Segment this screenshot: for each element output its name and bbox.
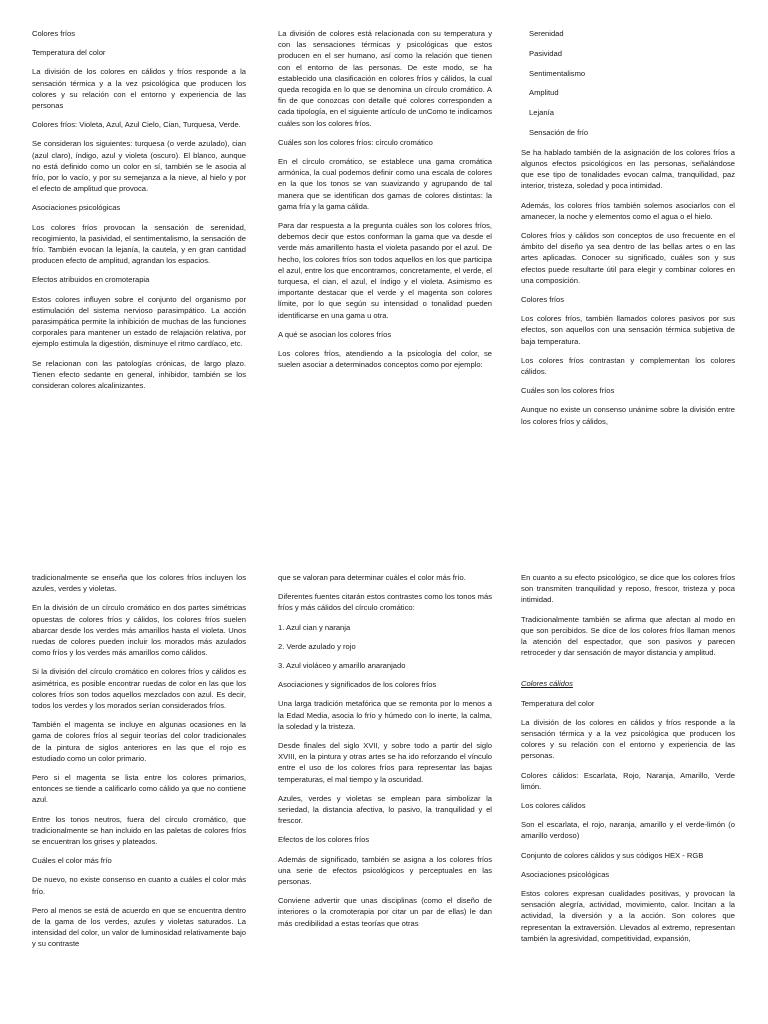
subheading: A qué se asocian los colores fríos xyxy=(278,329,392,339)
paragraph: Colores cálidos: Escarlata, Rojo, Naranja, Amarillo, Verde limón. xyxy=(521,770,735,791)
subheading: Temperatura del color xyxy=(521,698,595,708)
paragraph: La división de los colores en cálidos y fríos responde a la sensación térmica y a la vez psicológica que producen los colores y su relación con el entorno y experiencia de las personas. xyxy=(521,717,735,761)
paragraph: También el magenta se incluye en algunas ocasiones en la gama de colores fríos al seguir teorías del color tradicionales de la pintura de siglos anteriores en las que el rojo es estudiado como un color primario. xyxy=(32,720,246,763)
page-1-column-1 xyxy=(32,28,246,528)
page-1-column-3 xyxy=(521,28,735,528)
paragraph: La división de los colores en cálidos y fríos responde a la sensación térmica y a la vez psicológica que producen los colores y su relación con el entorno y experiencia de las personas xyxy=(32,67,246,111)
list-item: Serenidad xyxy=(529,29,564,38)
paragraph: Los colores fríos provocan la sensación de serenidad, recogimiento, la pasividad, el sentimentalismo, la sensación de frío. También evocan la lejanía, la cautela, y en gran cantidad producen efecto de amplitud, agrandan los espacios. xyxy=(32,222,246,266)
paragraph: Diferentes fuentes citarán estos contrastes como los tonos más fríos y más cálidos del círculo cromático: xyxy=(278,592,492,613)
paragraph: En la división de un círculo cromático en dos partes simétricas opuestas de colores fríos y cálidos, los colores fríos suelen abarcar desde los verdes más amarillos hasta el violeta. Unos ruedas de colores pueden incluir los morados más azulados como fríos y los verdes más amarillos como cálidos. xyxy=(32,603,246,658)
paragraph: Pero al menos se está de acuerdo en que se encuentra dentro de la gama de los verdes, azules y violetas saturados. La intensidad del color, un valor de luminosidad relativamente bajo y su contraste xyxy=(32,905,246,949)
paragraph: Aunque no existe un consenso unánime sobre la división entre los colores fríos y cálidos, xyxy=(521,405,735,426)
subheading: Asociaciones y significados de los colores fríos xyxy=(278,680,437,690)
paragraph: Para dar respuesta a la pregunta cuáles son los colores fríos, debemos decir que estos conforman la gama que va desde el verde más amarillento hasta el violeta pasando por el azul. De hecho, los colores fríos son todos aquellos en los que participa el azul, entre los que encontramos, concretamente, el verde, el turquesa, el cian, el azul, el índigo y el violeta. Asimismo es importante destacar que el verde y el magenta son colores límite, por lo que según su intensidad o tonalidad pueden identificarse en una gama u otra. xyxy=(278,221,492,320)
subheading: Colores fríos xyxy=(521,295,565,305)
subheading: Cuáles el color más frío xyxy=(32,856,112,866)
paragraph: Si la división del círculo cromático en colores fríos y cálidos es asimétrica, es posible encontrar ruedas de color en las que los colores fríos son todos aquellos mezclados con azul. Es decir, todos los verdes y los morados serían considerados fríos. xyxy=(32,667,246,711)
paragraph: Pero si el magenta se lista entre los colores primarios, entonces se tiende a calificarlo como cálido ya que no contiene azul. xyxy=(32,773,246,805)
list-item: 2. Verde azulado y rojo xyxy=(278,641,356,651)
page-1 xyxy=(0,28,768,528)
list-item: Sentimentalismo xyxy=(529,68,586,78)
paragraph: Son el escarlata, el rojo, naranja, amarillo y el verde-limón (o amarillo verdoso) xyxy=(521,820,735,841)
paragraph: Tradicionalmente también se afirma que afectan al modo en que son percibidos. Se dice de los colores fríos llaman menos la atención del espectador, que son pasivos y parecen retroceder y dar sensación de mayor distancia y amplitud. xyxy=(521,614,735,658)
paragraph: Los colores fríos, atendiendo a la psicología del color, se suelen asociar a determinados conceptos como por ejemplo: xyxy=(278,349,492,370)
paragraph: En cuanto a su efecto psicológico, se dice que los colores fríos son transmiten tranquilidad y reposo, frescor, tristeza y poca intimidad. xyxy=(521,573,735,605)
subheading: Efectos atribuidos en cromoterapia xyxy=(32,275,150,285)
page-1-column-2 xyxy=(278,28,492,528)
paragraph: Los colores fríos contrastan y complementan los colores cálidos. xyxy=(521,355,735,377)
paragraph: Se relacionan con las patologías crónicas, de largo plazo. Tienen efecto sedante en general, inhibidor, también se los consideran colores alcalinizantes. xyxy=(32,358,246,391)
paragraph: Conviene advertir que unas disciplinas (como el diseño de interiores o la cromoterapia por citar un par de ellas) le dan más credibilidad a estas teorías que otras xyxy=(278,896,492,928)
paragraph: La división de colores está relacionada con su temperatura y con las sensaciones térmicas y psicológicas que estos producen en el ser humano, así como la relación que tienen con el entorno de las personas. De este modo, se ha establecido una clasificación en colores fríos y cálidos, la cual queda recogida en lo que se denomina un círculo cromático. A fin de que conozcas con detalle qué colores corresponden a cada tipología, en el siguiente artículo de unComo te indicamos cuáles son los colores fríos. xyxy=(278,29,492,128)
list-item: Amplitud xyxy=(529,88,559,98)
subheading: Temperatura del color xyxy=(32,48,106,58)
paragraph: Colores fríos: Violeta, Azul, Azul Cielo, Cian, Turquesa, Verde. xyxy=(32,120,241,130)
paragraph: Entre los tonos neutros, fuera del círculo cromático, que tradicionalmente se han incluido en las paletas de colores fríos se encuentran los grises y plateados. xyxy=(32,814,246,847)
paragraph: De nuevo, no existe consenso en cuanto a cuáles el color más frío. xyxy=(32,875,246,896)
subheading: Asociaciones psicológicas xyxy=(521,869,610,879)
list-item: 1. Azul cian y naranja xyxy=(278,622,351,632)
paragraph: Se consideran los siguientes: turquesa (o verde azulado), cian (azul claro), índigo, azul y violeta (oscuro). El blanco, aunque no está definido como un color en sí, también se le asocia al frío, por lo vacío, y por su semejanza a la nieve, al hielo y por el efecto de amplitud que provoca. xyxy=(32,139,246,194)
paragraph: que se valoran para determinar cuáles el color más frío. xyxy=(278,573,466,582)
page-2-column-1 xyxy=(32,572,246,1024)
paragraph: En el círculo cromático, se establece una gama cromática armónica, la cual podemos definir como una escala de colores en la que los tonos se van suavizando y agrupando de tal manera que se identifican dos gamas de colores distintas: la gama fría y la gama cálida. xyxy=(278,157,492,211)
subheading: Asociaciones psicológicas xyxy=(32,203,121,213)
subheading: Cuáles son los colores fríos: círculo cromático xyxy=(278,137,433,147)
paragraph: Desde finales del siglo XVII, y sobre todo a partir del siglo XVIII, en la pintura y otras artes se ha ido reforzando el vínculo entre el uso de los colores fríos para representar las bajas temperaturas, el mal tiempo y la oscuridad. xyxy=(278,741,492,784)
page-2-column-2 xyxy=(278,572,492,1024)
list-item: 3. Azul violáceo y amarillo anaranjado xyxy=(278,661,406,671)
paragraph: Además de significado, también se asigna a los colores fríos una serie de efectos psicológicos y perceptuales en las personas. xyxy=(278,854,492,887)
subheading: Los colores cálidos xyxy=(521,801,586,811)
paragraph: Una larga tradición metafórica que se remonta por lo menos a la Edad Media, asocia lo frío y húmedo con lo inerte, la calma, la soledad y la tristeza. xyxy=(278,699,492,731)
paragraph: Azules, verdes y violetas se emplean para simbolizar la seriedad, la distancia afectiva, lo pasivo, la tranquilidad y el frescor. xyxy=(278,793,492,826)
paragraph: Colores fríos y cálidos son conceptos de uso frecuente en el ámbito del diseño ya sea dentro de las bellas artes o en las artes aplicadas. Conocer su significado, cuáles son y sus efectos puede resultarte útil para elegir y combinar colores en una composición. xyxy=(521,231,735,285)
paragraph: tradicionalmente se enseña que los colores fríos incluyen los azules, verdes y violetas. xyxy=(32,573,246,594)
paragraph: Además, los colores fríos también solemos asociarlos con el amanecer, la noche y elementos como el agua o el hielo. xyxy=(521,200,735,221)
subheading: Conjunto de colores cálidos y sus códigos HEX - RGB xyxy=(521,850,704,860)
paragraph: Estos colores expresan cualidades positivas, y provocan la sensación alegría, actividad, movimiento, calor. Incitan a la actividad, la diversión y a la acción. Son colores que representan la extraversión. Llevados al extremo, representan también la agresividad, competitividad, expansión, xyxy=(521,889,735,943)
subheading: Efectos de los colores fríos xyxy=(278,835,370,845)
section-title: Colores cálidos xyxy=(521,679,573,689)
paragraph: Los colores fríos, también llamados colores pasivos por sus efectos, son aquellos con una sensación térmica subjetiva de baja temperatura. xyxy=(521,314,735,346)
list-item: Lejanía xyxy=(529,108,554,118)
list-item: Sensación de frío xyxy=(529,127,589,137)
paragraph: Se ha hablado también de la asignación de los colores fríos a algunos efectos psicológicos en las personas, señalándose que ese tipo de tonalidades evocan calma, tranquilidad, paz interior, tristeza, soledad y poca intimidad. xyxy=(521,147,735,191)
paragraph: Estos colores influyen sobre el conjunto del organismo por estimulación del sistema nervioso parasimpático. La acción parasimpática permite la inhibición de muchas de las funciones corporales para mantener un estado de relajación relativa, por ejemplo estimula la digestión, disminuye el ritmo cardíaco, etc. xyxy=(32,294,246,349)
heading: Colores fríos xyxy=(32,29,76,38)
subheading: Cuáles son los colores fríos xyxy=(521,386,615,396)
page-2-column-3 xyxy=(521,572,735,1024)
list-item: Pasividad xyxy=(529,48,562,58)
page-2 xyxy=(0,572,768,1024)
